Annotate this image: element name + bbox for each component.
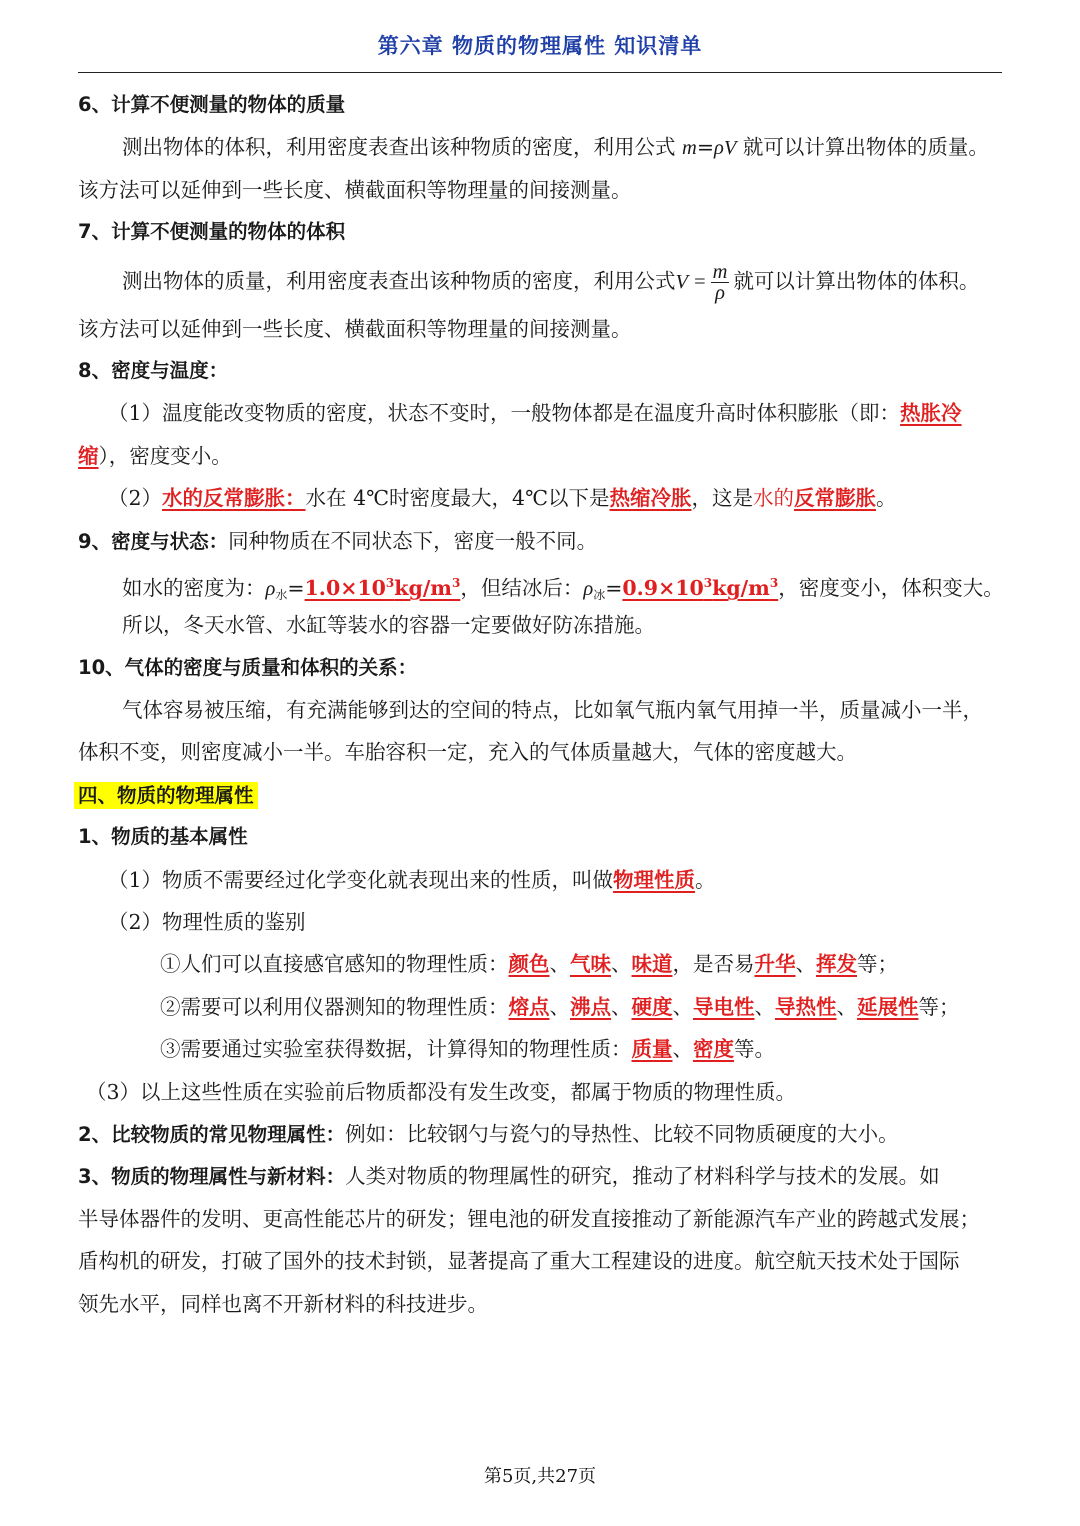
highlight-term: 熔点 bbox=[508, 994, 550, 1019]
highlight-term: 水的 bbox=[753, 486, 795, 511]
separator: 、 bbox=[795, 952, 816, 977]
subscript-water: 水 bbox=[275, 587, 288, 602]
unit-exponent: 3 bbox=[452, 575, 461, 590]
part-4-item-3: （3）以上这些性质在实验前后物质都没有发生改变，都属于物质的物理性质。 bbox=[86, 1079, 797, 1104]
separator: 、 bbox=[549, 994, 570, 1019]
highlight-term: 物理性质 bbox=[613, 867, 696, 892]
subscript-ice: 冰 bbox=[593, 587, 606, 602]
highlight-term: 颜色 bbox=[508, 952, 550, 977]
text-run: 如水的密度为： bbox=[122, 575, 266, 600]
separator: 、 bbox=[672, 1037, 693, 1062]
text-run: 等； bbox=[857, 952, 898, 977]
highlight-term: 反常膨胀 bbox=[794, 486, 877, 511]
part-4-title: 四、物质的物理属性 bbox=[74, 782, 258, 809]
text-run: 例如：比较钢勺与瓷勺的导热性、比较不同物质硬度的大小。 bbox=[345, 1121, 899, 1146]
header-divider bbox=[78, 72, 1002, 73]
highlight-term: 升华 bbox=[754, 952, 796, 977]
section-9-density-line bbox=[78, 562, 1002, 604]
fraction-numerator: m bbox=[712, 260, 728, 283]
section-8-item-1 bbox=[78, 392, 1002, 434]
highlight-term: 热缩冷胀 bbox=[609, 486, 692, 511]
part-4-heading-3: 3、物质的物理属性与新材料： bbox=[78, 1165, 346, 1189]
section-9-heading: 9、密度与状态： bbox=[78, 529, 229, 553]
text-run: 测出物体的体积，利用密度表查出该种物质的密度，利用公式 bbox=[122, 135, 683, 160]
section-6-paragraph bbox=[78, 126, 1002, 168]
section-9-paragraph: 所以，冬天水管、水缸等装水的容器一定要做好防冻措施。 bbox=[122, 613, 655, 638]
value-unit: kg/m bbox=[394, 575, 452, 600]
text-run: （1）温度能改变物质的密度，状态不变时，一般物体都是在温度升高时体积膨胀（即： bbox=[108, 401, 901, 426]
page-header-title: 第六章 物质的物理属性 知识清单 bbox=[377, 34, 703, 58]
eq: = bbox=[287, 575, 305, 600]
section-7-paragraph bbox=[78, 254, 1002, 308]
section-10-paragraph: 气体容易被压缩，有充满能够到达的空间的特点，比如氧气瓶内氧气用掉一半，质量减小一半， bbox=[122, 698, 983, 723]
highlight-term: 硬度 bbox=[631, 994, 673, 1019]
section-10-heading: 10、气体的密度与质量和体积的关系： bbox=[78, 655, 418, 679]
highlight-term: 导电性 bbox=[693, 994, 755, 1019]
text-run: ），密度变小。 bbox=[98, 443, 232, 468]
highlight-term: 缩 bbox=[78, 443, 99, 468]
text-run: 等。 bbox=[734, 1037, 775, 1062]
part-4-criterion-2 bbox=[78, 986, 1002, 1028]
part-4-item-1 bbox=[78, 859, 1002, 901]
rho-symbol: ρ bbox=[265, 577, 276, 600]
text-run: 水在 4℃时密度最大，4℃以下是 bbox=[305, 486, 610, 511]
part-4-item-2: （2）物理性质的鉴别 bbox=[108, 910, 306, 935]
text-run: ，但结冰后： bbox=[460, 575, 584, 600]
highlight-term: 沸点 bbox=[570, 994, 611, 1019]
highlight-term: 味道 bbox=[631, 952, 673, 977]
value-mantissa: 0.9×10 bbox=[622, 575, 704, 600]
formula-m: m bbox=[682, 137, 697, 160]
section-7-heading: 7、计算不便测量的物体的体积 bbox=[78, 220, 346, 244]
section-10-paragraph-cont: 体积不变，则密度减小一半。车胎容积一定，充入的气体质量越大，气体的密度越大。 bbox=[78, 740, 857, 765]
highlight-term: 水的反常膨胀： bbox=[162, 486, 306, 511]
value-exponent: 3 bbox=[703, 575, 713, 590]
highlight-term: 气味 bbox=[570, 952, 611, 977]
part-4-title-line bbox=[78, 774, 1002, 816]
text-run: 同种物质在不同状态下，密度一般不同。 bbox=[228, 528, 598, 553]
separator: 、 bbox=[549, 952, 570, 977]
text-run: ②需要可以利用仪器测知的物理性质： bbox=[160, 994, 509, 1019]
text-run: ，这是 bbox=[691, 486, 754, 511]
text-run: 就可以计算出物体的体积。 bbox=[733, 268, 980, 293]
formula-eq: = bbox=[696, 135, 715, 160]
text-run: 。 bbox=[695, 867, 716, 892]
section-6-paragraph-cont: 该方法可以延伸到一些长度、横截面积等物理量的间接测量。 bbox=[78, 177, 632, 202]
separator: 、 bbox=[611, 952, 632, 977]
text-run: 。 bbox=[876, 486, 897, 511]
part-4-criterion-1 bbox=[78, 943, 1002, 985]
text-run: ③需要通过实验室获得数据，计算得知的物理性质： bbox=[160, 1037, 632, 1062]
part-4-heading-2: 2、比较物质的常见物理属性： bbox=[78, 1122, 346, 1146]
fraction-denominator: ρ bbox=[715, 281, 725, 304]
formula-fraction bbox=[711, 262, 730, 303]
unit-exponent: 3 bbox=[769, 575, 779, 590]
rho-symbol: ρ bbox=[583, 577, 594, 600]
eq: = bbox=[605, 575, 623, 600]
value-mantissa: 1.0×10 bbox=[304, 575, 386, 600]
highlight-term: 质量 bbox=[631, 1037, 673, 1062]
section-7-paragraph-cont: 该方法可以延伸到一些长度、横截面积等物理量的间接测量。 bbox=[78, 316, 632, 341]
separator: 、 bbox=[672, 994, 693, 1019]
formula-lhs: V = bbox=[675, 270, 707, 293]
text-run: （2） bbox=[108, 486, 163, 511]
text-run: 就可以计算出物体的质量。 bbox=[736, 135, 989, 160]
page-number: 第5页,共27页 bbox=[483, 1466, 597, 1487]
part-4-paragraph-3-cont-3: 领先水平，同样也离不开新材料的科技进步。 bbox=[78, 1291, 488, 1316]
part-4-heading-3-line bbox=[78, 1155, 1002, 1197]
section-6-heading: 6、计算不便测量的物体的质量 bbox=[78, 93, 346, 116]
separator: 、 bbox=[611, 994, 632, 1019]
document-body bbox=[78, 84, 1002, 1325]
value-unit: kg/m bbox=[712, 575, 770, 600]
part-4-heading-1: 1、物质的基本属性 bbox=[78, 825, 248, 849]
formula-v: V bbox=[723, 137, 737, 160]
highlight-term: 热胀冷 bbox=[900, 401, 962, 426]
text-run: ①人们可以直接感官感知的物理性质： bbox=[160, 952, 509, 977]
part-4-heading-2-line bbox=[78, 1113, 1002, 1155]
separator: 、 bbox=[754, 994, 775, 1019]
part-4-paragraph-3-cont-1: 半导体器件的发明、更高性能芯片的研发；锂电池的研发直接推动了新能源汽车产业的跨越式发展； bbox=[78, 1206, 980, 1231]
separator: 、 bbox=[836, 994, 857, 1019]
text-run: ，是否易 bbox=[672, 952, 755, 977]
highlight-term: 挥发 bbox=[816, 952, 857, 977]
formula-rho: ρ bbox=[714, 137, 724, 160]
highlight-term: 导热性 bbox=[775, 994, 837, 1019]
highlight-term: 延展性 bbox=[857, 994, 919, 1019]
text-run: （1）物质不需要经过化学变化就表现出来的性质，叫做 bbox=[108, 867, 614, 892]
section-9-heading-line bbox=[78, 520, 1002, 562]
section-8-heading: 8、密度与温度： bbox=[78, 358, 229, 382]
water-density-value bbox=[305, 576, 461, 600]
text-run: 测出物体的质量，利用密度表查出该种物质的密度，利用公式 bbox=[122, 268, 676, 293]
part-4-paragraph-3-cont-2: 盾构机的研发，打破了国外的技术封锁，显著提高了重大工程建设的进度。航空航天技术处于国际 bbox=[78, 1249, 960, 1274]
section-8-item-2 bbox=[78, 477, 1002, 519]
section-8-item-1-cont bbox=[78, 435, 1002, 477]
highlight-term: 密度 bbox=[693, 1037, 734, 1062]
text-run: 人类对物质的物理属性的研究，推动了材料科学与技术的发展。如 bbox=[345, 1164, 940, 1189]
part-4-criterion-3 bbox=[78, 1028, 1002, 1070]
text-run: 等； bbox=[918, 994, 960, 1019]
ice-density-value bbox=[622, 576, 778, 600]
text-run: ，密度变小，体积变大。 bbox=[778, 575, 1004, 600]
value-exponent: 3 bbox=[385, 575, 395, 590]
